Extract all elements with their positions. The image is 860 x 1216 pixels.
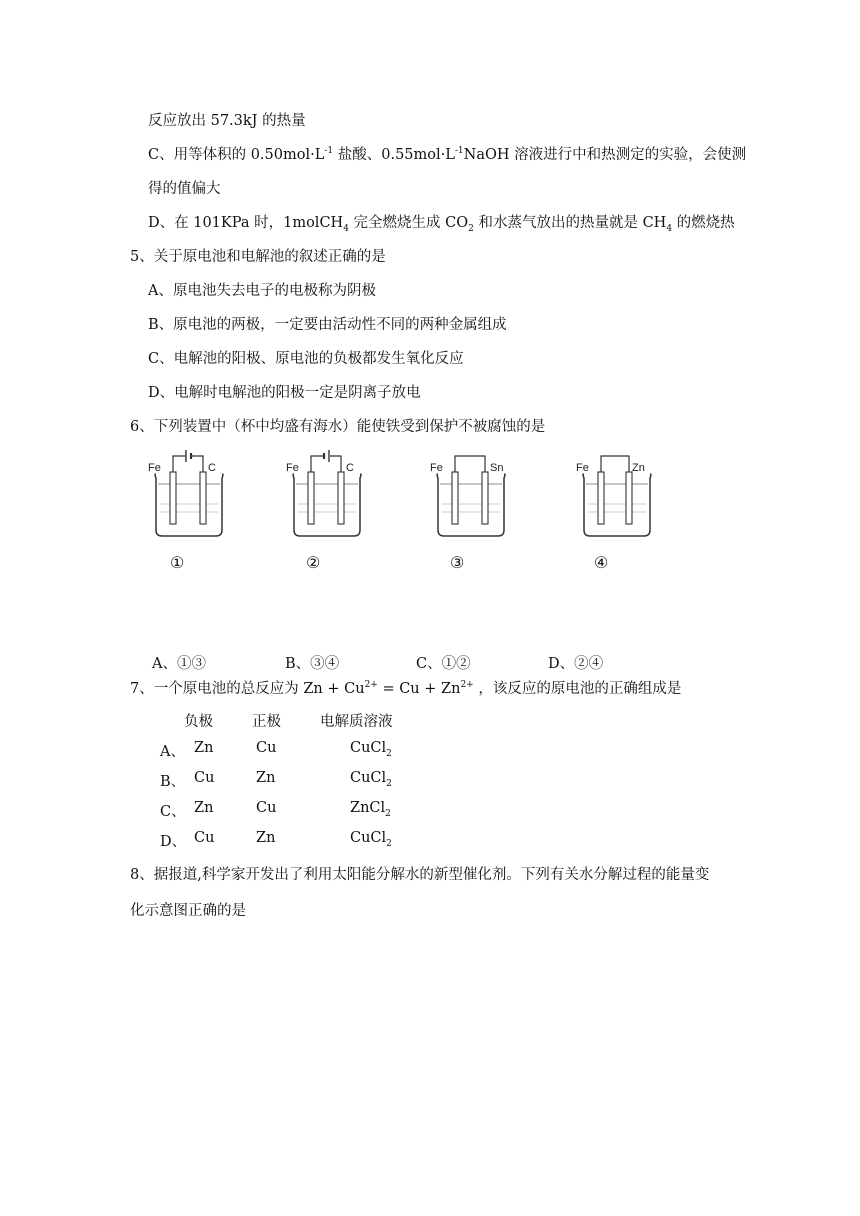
q7-header-positive: 正极 [252, 714, 281, 730]
q6-stem: 6、下列装置中（杯中均盛有海水）能使铁受到保护不被腐蚀的是 [130, 419, 546, 435]
q7-row-b-electrolyte: CuCl$_2$ [350, 770, 392, 789]
electrode-label-right: Sn [490, 462, 504, 474]
q7-row-a-negative: Zn [194, 740, 214, 756]
q5-stem: 5、关于原电池和电解池的叙述正确的是 [130, 249, 386, 265]
q8-stem-line1: 8、据报道,科学家开发出了利用太阳能分解水的新型催化剂。下列有关水分解过程的能量变 [130, 867, 710, 883]
q4-option-c-line1: C、用等体积的 $0.50mol\cdot L^{-1}$ 盐酸、$0.55mol\cdot L^{-1}NaOH$ 溶液进行中和热测定的实验，会使测 [148, 146, 747, 163]
q4-option-c-line2: 得的值偏大 [148, 181, 221, 197]
q7-row-c-negative: Zn [194, 800, 214, 816]
q6-figure-1-number: ① [170, 553, 185, 572]
q8-stem-line2: 化示意图正确的是 [130, 903, 246, 919]
q4-b-continuation: 反应放出 57.3kJ 的热量 [148, 113, 306, 129]
q7-row-c-positive: Cu [256, 800, 277, 816]
electrode-label-right: Zn [632, 462, 645, 474]
q7-row-d-positive: Zn [256, 830, 276, 846]
q6-figure-2-number: ② [306, 553, 321, 572]
q5-option-a: A、原电池失去电子的电极称为阴极 [148, 283, 376, 299]
q7-header-negative: 负极 [184, 714, 213, 730]
q6-option-b: B、③④ [285, 656, 340, 672]
q6-option-c: C、①② [416, 656, 471, 672]
q6-figure-1 [146, 446, 236, 542]
q7-stem: 7、一个原电池的总反应为 $Zn + Cu^{2+} = Cu + Zn^{2+}$ ，该反应的原电池的正确组成是 [130, 680, 682, 697]
q7-row-b-label: B、 [160, 774, 186, 790]
q6-option-a: A、①③ [152, 656, 206, 672]
electrode-label-left: Fe [148, 462, 161, 474]
q6-figure-2 [284, 446, 374, 542]
q7-row-b-positive: Zn [256, 770, 276, 786]
q7-row-c-label: C、 [160, 804, 186, 820]
q7-row-d-label: D、 [160, 834, 187, 850]
q4-option-d: D、在 101KPa 时，1molCH$_4$ 完全燃烧生成 $CO_2$ 和水蒸气放出的热量就是 $CH_4$ 的燃烧热 [148, 215, 735, 234]
q5-option-b: B、原电池的两极，一定要由活动性不同的两种金属组成 [148, 317, 507, 333]
electrode-label-left: Fe [286, 462, 299, 474]
q7-row-d-electrolyte: CuCl$_2$ [350, 830, 392, 849]
q6-figure-4-number: ④ [594, 553, 609, 572]
q6-figure-3 [428, 446, 518, 542]
electrode-label-right: C [346, 462, 354, 474]
q6-figure-3-number: ③ [450, 553, 465, 572]
electrode-label-left: Fe [576, 462, 589, 474]
electrode-label-right: C [208, 462, 216, 474]
q6-option-d: D、②④ [548, 656, 604, 672]
q7-row-d-negative: Cu [194, 830, 215, 846]
q7-row-a-electrolyte: CuCl$_2$ [350, 740, 392, 759]
q7-row-c-electrolyte: ZnCl$_2$ [350, 800, 391, 819]
q5-option-d: D、电解时电解池的阳极一定是阴离子放电 [148, 385, 421, 401]
q7-row-b-negative: Cu [194, 770, 215, 786]
q6-figure-4 [574, 446, 664, 542]
q5-option-c: C、电解池的阳极、原电池的负极都发生氧化反应 [148, 351, 464, 367]
q7-header-electrolyte: 电解质溶液 [320, 714, 393, 730]
electrode-label-left: Fe [430, 462, 443, 474]
q7-row-a-label: A、 [160, 744, 185, 760]
q7-row-a-positive: Cu [256, 740, 277, 756]
